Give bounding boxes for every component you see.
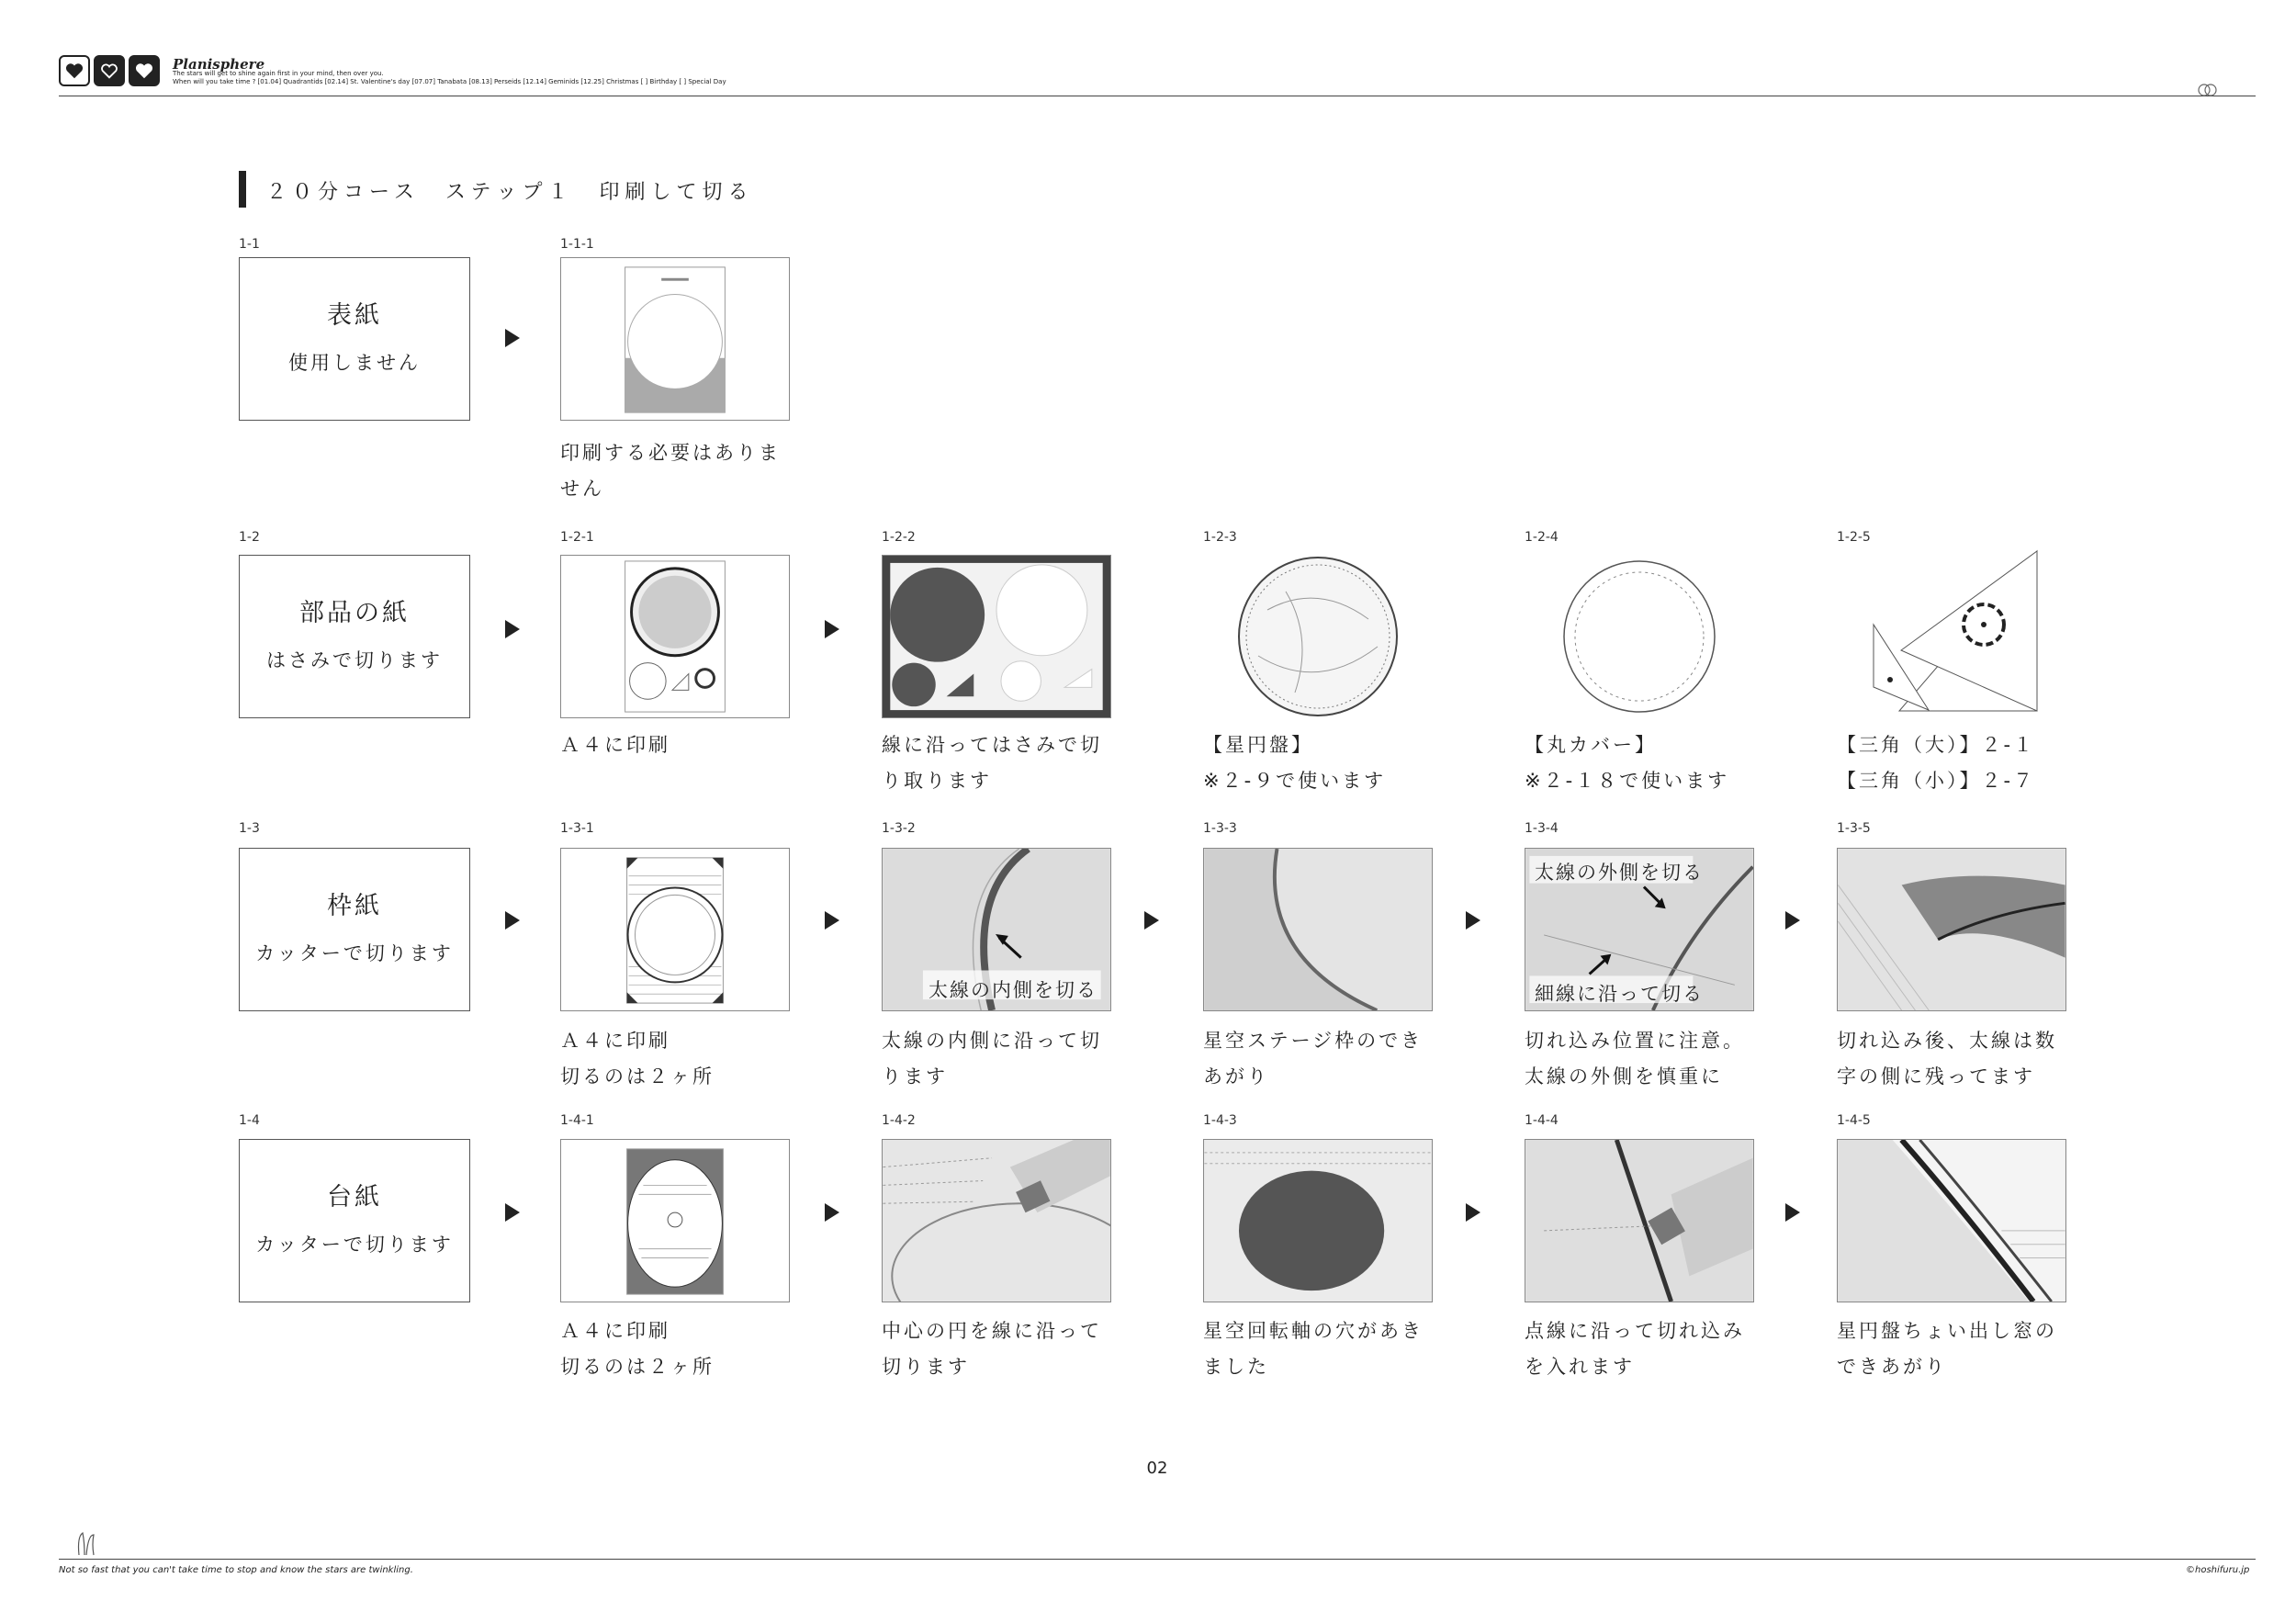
rings-icon (2197, 83, 2219, 97)
step-photo (560, 1139, 790, 1302)
step-label: 1-3-3 (1203, 821, 1237, 836)
step-label: 1-2-4 (1525, 530, 1559, 545)
step-card (239, 555, 470, 718)
step-label: 1-4-1 (560, 1113, 594, 1128)
card-title: 表紙 (327, 301, 382, 330)
step-caption: 【丸カバー】 ※２-１８で使います (1525, 734, 1730, 792)
header-logo-hearts (59, 55, 160, 86)
step-label: 1-4-4 (1525, 1113, 1559, 1128)
step-caption: 星円盤ちょい出し窓の できあがり (1837, 1320, 2057, 1378)
step-photo (1837, 549, 2085, 718)
arrow-right-icon (825, 1203, 839, 1222)
row-label: 1-4 (239, 1113, 260, 1128)
card-subtitle: はさみで切ります (266, 649, 443, 671)
step-photo (1837, 1139, 2066, 1302)
step-photo (1203, 1139, 1433, 1302)
step-caption: 星空回転軸の穴があき ました (1203, 1320, 1424, 1378)
step-label: 1-2-1 (560, 530, 594, 545)
step-label: 1-2-2 (882, 530, 916, 545)
step-label: 1-3-2 (882, 821, 916, 836)
step-caption: 印刷する必要はありま せん (560, 442, 781, 500)
step-label: 1-3-5 (1837, 821, 1871, 836)
step-label: 1-3-1 (560, 821, 594, 836)
step-caption: 【三角（大）】２-１ 【三角（小）】２-７ (1837, 734, 2036, 792)
step-caption: Ａ４に印刷 切るのは２ヶ所 (560, 1030, 715, 1088)
step-photo (1203, 555, 1433, 718)
card-subtitle: カッターで切ります (255, 942, 454, 964)
photo-annotation: 細線に沿って切る (1535, 983, 1704, 1005)
step-photo (560, 848, 790, 1011)
step-caption: 点線に沿って切れ込み を入れます (1525, 1320, 1745, 1378)
arrow-right-icon (1466, 1203, 1480, 1222)
heart-icon (59, 55, 90, 86)
page-number: 02 (1146, 1459, 1168, 1478)
card-title: 台紙 (327, 1183, 382, 1212)
step-caption: Ａ４に印刷 切るのは２ヶ所 (560, 1320, 715, 1378)
step-label: 1-3-4 (1525, 821, 1559, 836)
heart-outline-icon (94, 55, 125, 86)
photo-annotation: 太線の外側を切る (1535, 862, 1704, 884)
step-caption: 【星円盤】 ※２-９で使います (1203, 734, 1387, 792)
footer-rule (59, 1559, 2256, 1560)
brand-dates: When will you take time ? [01.04] Quadrantids [02.14] St. Valentine's day [07.07] Tanabata [08.13] Perseids [12.14] Geminids [12.25] Christmas [ ] Birthday [ ] Special Day (173, 78, 726, 85)
arrow-right-icon (505, 1203, 520, 1222)
step-caption: 太線の内側に沿って切 ります (882, 1030, 1102, 1088)
card-title: 部品の紙 (299, 599, 410, 627)
footer-copyright: ©hoshifuru.jp (2186, 1565, 2250, 1575)
arrow-right-icon (505, 620, 520, 638)
page-title: ２０分コース ステップ１ 印刷して切る (266, 181, 754, 204)
card-title: 枠紙 (327, 892, 382, 920)
step-card (239, 848, 470, 1011)
step-label: 1-1-1 (560, 237, 594, 252)
step-caption: 切れ込み位置に注意。 太線の外側を慎重に (1525, 1030, 1745, 1088)
row-label: 1-2 (239, 530, 260, 545)
card-subtitle: カッターで切ります (255, 1234, 454, 1256)
arrow-right-icon (1144, 911, 1159, 930)
step-label: 1-2-3 (1203, 530, 1237, 545)
step-photo (882, 555, 1111, 718)
arrow-right-icon (1466, 911, 1480, 930)
step-label: 1-4-5 (1837, 1113, 1871, 1128)
step-photo (1525, 555, 1754, 718)
footer-quote: Not so fast that you can't take time to stop and know the stars are twinkling. (59, 1565, 413, 1575)
heart-filled-icon (129, 55, 160, 86)
step-label: 1-4-3 (1203, 1113, 1237, 1128)
step-card (239, 257, 470, 421)
step-photo (560, 555, 790, 718)
step-label: 1-2-5 (1837, 530, 1871, 545)
step-caption: 線に沿ってはさみで切 り取ります (882, 734, 1102, 792)
step-photo (1525, 1139, 1754, 1302)
photo-annotation: 太線の内側を切る (929, 979, 1097, 1001)
brand-tagline: The stars will get to shine again first in your mind, then over you. (173, 70, 384, 77)
step-photo (1203, 848, 1433, 1011)
arrow-right-icon (505, 911, 520, 930)
arrow-right-icon (825, 620, 839, 638)
step-caption: 星空ステージ枠のでき あがり (1203, 1030, 1424, 1088)
brand-name: Planisphere (173, 56, 265, 73)
rabbit-icon (73, 1529, 101, 1557)
step-caption: 切れ込み後、太線は数 字の側に残ってます (1837, 1030, 2057, 1088)
row-label: 1-3 (239, 821, 260, 836)
step-caption: 中心の円を線に沿って 切ります (882, 1320, 1102, 1378)
arrow-right-icon (1785, 1203, 1800, 1222)
step-photo (1525, 848, 1754, 1011)
card-subtitle: 使用しません (288, 352, 421, 374)
step-label: 1-4-2 (882, 1113, 916, 1128)
step-photo (882, 848, 1111, 1011)
arrow-right-icon (1785, 911, 1800, 930)
title-marker (239, 171, 246, 208)
step-photo (1837, 848, 2066, 1011)
step-photo (560, 257, 790, 421)
step-caption: Ａ４に印刷 (560, 734, 670, 756)
step-card (239, 1139, 470, 1302)
arrow-right-icon (505, 329, 520, 347)
row-label: 1-1 (239, 237, 260, 252)
step-photo (882, 1139, 1111, 1302)
arrow-right-icon (825, 911, 839, 930)
